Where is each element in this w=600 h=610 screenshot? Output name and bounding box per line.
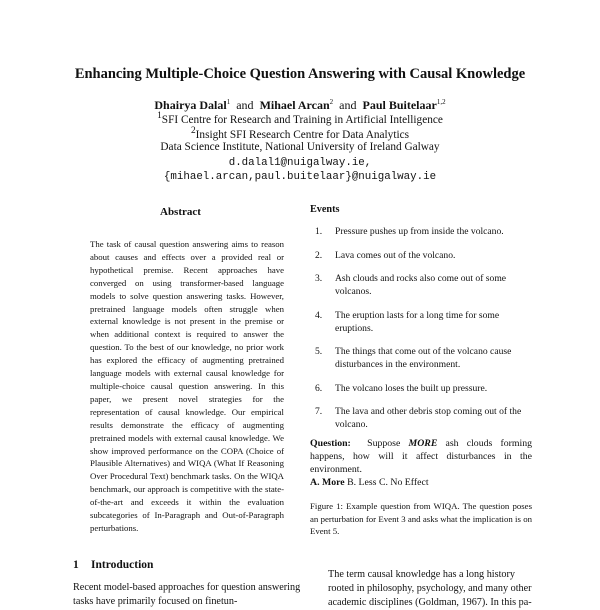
affiliation bbox=[0, 126, 600, 141]
author-name: Mihael Arcan bbox=[259, 98, 330, 112]
event-text: The things that come out of the volcano cause disturbances in the environment. bbox=[335, 346, 512, 370]
event-text: Ash clouds and rocks also come out of some volcanos. bbox=[335, 273, 507, 297]
affiliation bbox=[0, 141, 600, 153]
abstract-heading: Abstract bbox=[160, 206, 201, 218]
author-sup: 1,2 bbox=[436, 98, 446, 106]
events-heading: Events bbox=[310, 204, 340, 215]
question-text bbox=[310, 437, 532, 476]
affiliation-sup: 2 bbox=[190, 126, 196, 136]
events-list bbox=[315, 225, 535, 442]
section-number: 1 bbox=[73, 559, 79, 571]
section-heading bbox=[73, 559, 153, 571]
affiliation-text: Insight SFI Research Centre for Data Analytics bbox=[195, 128, 410, 141]
abstract-body: The task of causal question answering aims to reason about causes and effects over a provided real or hypothetical premise. Recent approaches have converged on using transformer-based language models to solve question answering tasks. However, pretrained language models often struggle when external knowledge is not present in the premise or when additional context is required to answer the question. To the best of our knowledge, no prior work has explored the efficacy of augmenting pretrained language models with external causal knowledge for multiple-choice causal question answering. In this paper, we present novel strategies for the representation of causal knowledge. Our empirical results demonstrate the efficacy of augmenting pretrained models with external causal knowledge. We show improved performance on the COPA (Choice of Plausible Alternatives) and WIQA (What If Reasoning Over Procedural Text) benchmark tasks. On the WIQA benchmark, our approach is competitive with the state-of-the-art and exceeds it within the evaluation subcategories of In-Paragraph and Out-of-Paragraph perturbations. bbox=[90, 239, 284, 533]
affiliation bbox=[0, 111, 600, 126]
author-name: Paul Buitelaar bbox=[362, 98, 437, 112]
figure-caption: Figure 1: Example question from WIQA. The question poses an perturbation for Event 3 and asks what the implication is on Event 5. bbox=[310, 501, 532, 536]
event-item bbox=[315, 382, 535, 395]
affiliation-text: SFI Centre for Research and Training in Artificial Intelligence bbox=[161, 113, 443, 126]
author-sup: 2 bbox=[329, 98, 334, 106]
event-number: 4. bbox=[315, 309, 323, 321]
affiliation-text: Data Science Institute, National University of Ireland Galway bbox=[160, 141, 440, 153]
event-item bbox=[315, 272, 535, 298]
affiliation-sup: 1 bbox=[157, 111, 162, 121]
event-item bbox=[315, 405, 535, 431]
question-emphasis: MORE bbox=[408, 438, 438, 449]
event-text: The eruption lasts for a long time for some eruptions. bbox=[335, 309, 500, 334]
event-item bbox=[315, 309, 535, 335]
event-number: 5. bbox=[315, 346, 323, 357]
event-number: 6. bbox=[315, 382, 323, 394]
event-text: The lava and other debris stop coming out of the volcano. bbox=[335, 406, 522, 430]
event-number: 3. bbox=[315, 273, 323, 284]
event-item bbox=[315, 249, 535, 262]
event-text: The volcano loses the built up pressure. bbox=[335, 382, 488, 394]
event-text: Pressure pushes up from inside the volcano. bbox=[335, 226, 504, 237]
event-number: 2. bbox=[315, 249, 323, 261]
email[interactable]: d.dalal1@nuigalway.ie, bbox=[228, 157, 372, 169]
section-title: Introduction bbox=[91, 559, 154, 571]
author-name: Dhairya Dalal bbox=[154, 98, 227, 112]
author-sup: 1 bbox=[226, 98, 231, 106]
author-and: and bbox=[236, 98, 254, 112]
intro-paragraph: Recent model-based approaches for question answering tasks have primarily focused on finetun- bbox=[73, 582, 301, 607]
question-post: ash clouds forming happens, how will it affect disturbances in the environment. bbox=[310, 438, 533, 475]
event-item bbox=[315, 345, 535, 371]
event-number: 1. bbox=[315, 226, 323, 237]
event-number: 7. bbox=[315, 406, 323, 417]
answer-c: C. No Effect bbox=[378, 477, 429, 488]
email[interactable]: {mihael.arcan,paul.buitelaar}@nuigalway.ie bbox=[163, 171, 437, 183]
answer-b: B. Less bbox=[347, 477, 377, 488]
question-pre: Suppose bbox=[367, 438, 401, 449]
right-column-paragraph: The term causal knowledge has a long history rooted in philosophy, psychology, and many other academic disciplines (Goldman, 1967). In this pa- bbox=[328, 569, 532, 608]
question-label: Question: bbox=[310, 438, 351, 449]
author-and: and bbox=[339, 98, 357, 112]
answer-options bbox=[310, 477, 429, 488]
answer-a: A. More bbox=[310, 477, 345, 488]
paper-title: Enhancing Multiple-Choice Question Answering with Causal Knowledge bbox=[74, 66, 526, 82]
event-text: Lava comes out of the volcano. bbox=[335, 249, 456, 261]
event-item bbox=[315, 225, 535, 238]
